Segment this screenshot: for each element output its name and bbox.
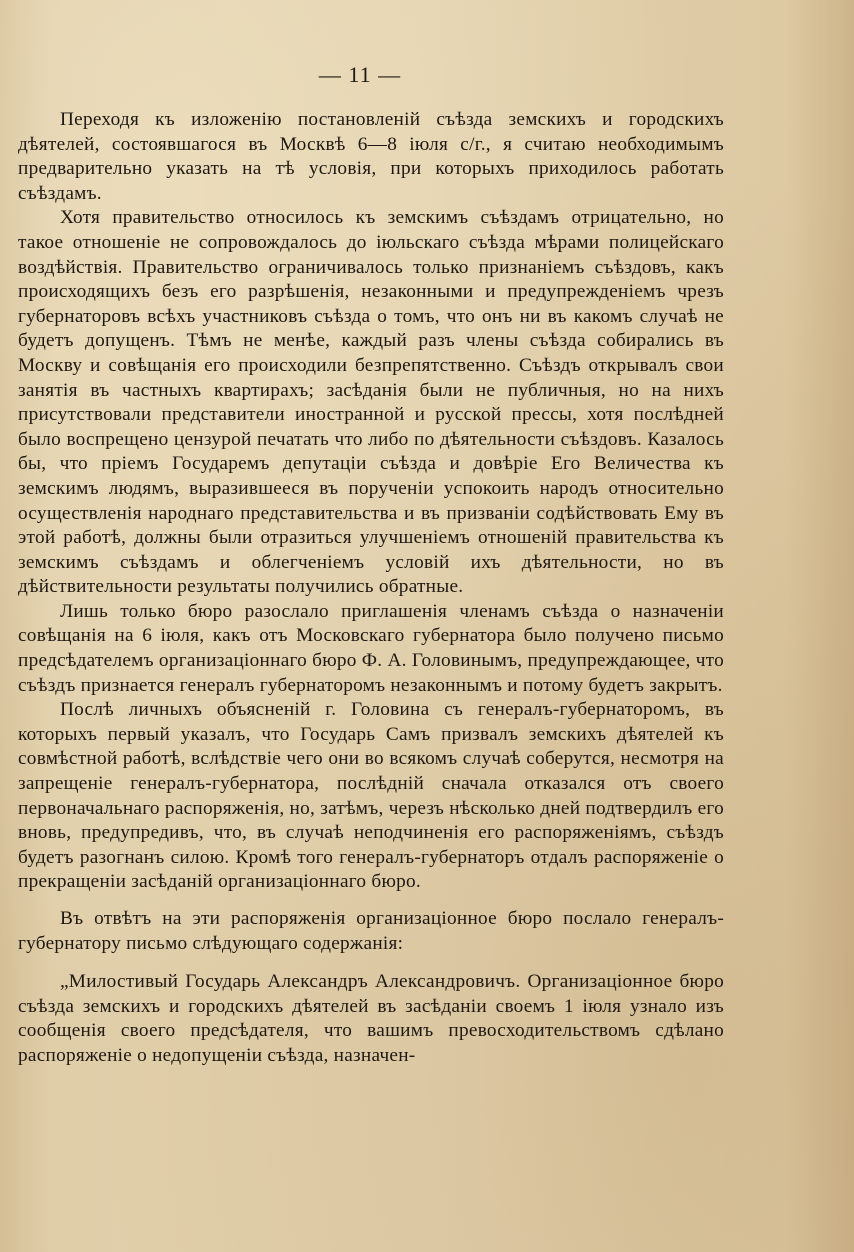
page-number: — 11 — <box>318 62 402 87</box>
paragraph-intro: Переходя къ изложенію постановленій съѣзда земскихъ и городскихъ дѣятелей, состоявшагося въ Москвѣ 6—8 іюля с/г., я считаю необходимымъ предварительно указать на тѣ условія, при которыхъ приходилось работать съѣздамъ. <box>18 109 724 204</box>
paragraph-letter-quote: „Милостивый Государь Александръ Александровичъ. Организаціонное бюро съѣзда земскихъ и городскихъ дѣятелей въ засѣданіи своемъ 1 іюля узнало изъ сообщенія своего предсѣдателя, что вашимъ превосходительствомъ сдѣлано распоряженіе о недопущеніи съѣзда, назначен- <box>18 971 724 1066</box>
paragraph-golovin-explanations: Послѣ личныхъ объясненій г. Головина съ генералъ-губернаторомъ, въ которыхъ первый указалъ, что Государь Самъ призвалъ земскихъ дѣятелей къ совмѣстной работѣ, вслѣдствіе чего они во всякомъ случаѣ соберутся, несмотря на запрещеніе генералъ-губернатора, послѣдній сначала отказался отъ своего первоначальнаго распоряженія, но, затѣмъ, черезъ нѣсколько дней подтвердилъ его вновь, предупредивъ, что, въ случаѣ неподчиненія его распоряженіямъ, съѣздъ будетъ разогнанъ силою. Кромѣ того генералъ-губернаторъ отдалъ распоряженіе о прекращеніи засѣданій организаціоннаго бюро. <box>18 699 724 893</box>
paragraph-government-attitude: Хотя правительство относилось къ земскимъ съѣздамъ отрицательно, но такое отношеніе не сопровождалось до іюльскаго съѣзда мѣрами полицейскаго воздѣйствія. Правительство ограничивалось только признаніемъ съѣздовъ, какъ происходящихъ безъ его разрѣшенія, незаконными и предупрежденіемъ чрезъ губернаторовъ всѣхъ участниковъ съѣзда о томъ, что онъ ни въ какомъ случаѣ не будетъ допущенъ. Тѣмъ не менѣе, каждый разъ члены съѣзда собирались въ Москву и совѣщанія его происходили безпрепятственно. Съѣздъ открывалъ свои занятія въ частныхъ квартирахъ; засѣданія были не публичныя, но на нихъ присутствовали представители иностранной и русской прессы, хотя послѣдней было воспрещено цензурой печатать что либо по дѣятельности съѣздовъ. Казалось бы, что пріемъ Государемъ депутаціи съѣзда и довѣріе Его Величества къ земскимъ людямъ, выразившееся въ порученіи успокоить народъ относительно осуществленія народнаго представительства и въ призваніи содѣйствовать Ему въ этой работѣ, должны были отразиться улучшеніемъ отношеній правительства къ земскимъ съѣздамъ и облегченіемъ условій ихъ дѣятельности, но въ дѣйствительности результаты получились обратные. <box>18 207 724 598</box>
paragraph-reply-letter: Въ отвѣтъ на эти распоряженія организаціонное бюро послало генералъ-губернатору письмо слѣдующаго содержанія: <box>18 908 724 954</box>
document-body <box>18 108 724 1069</box>
paragraph-bureau-invitations: Лишь только бюро разослало приглашенія членамъ съѣзда о назначеніи совѣщанія на 6 іюля, какъ отъ Московскаго губернатора было получено письмо предсѣдателемъ организаціоннаго бюро Ф. А. Головинымъ, предупреждающее, что съѣздъ признается генералъ губернаторомъ незаконнымъ и потому будетъ закрытъ. <box>18 600 724 696</box>
